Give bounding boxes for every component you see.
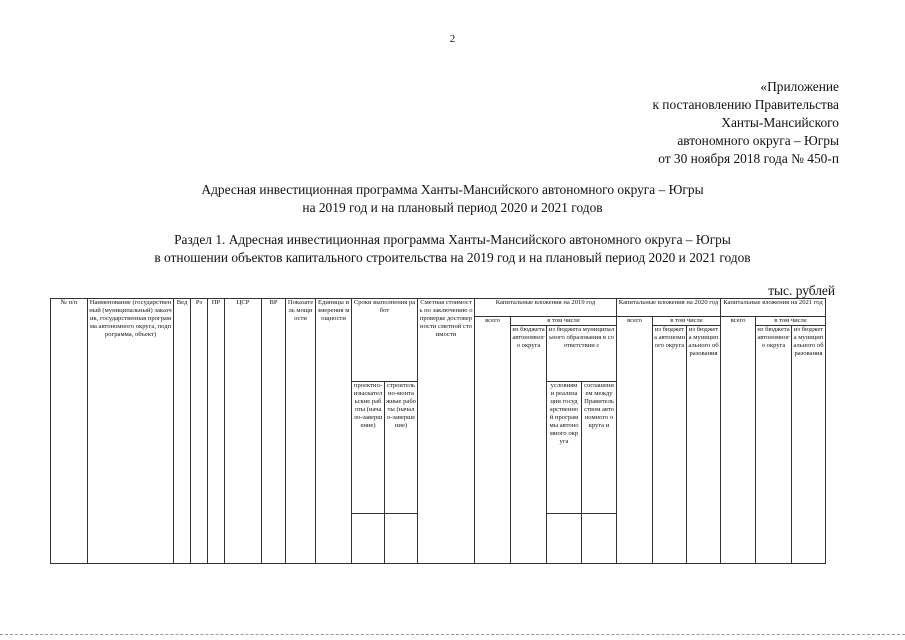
agreement-empty [582, 514, 617, 564]
appendix-header [652, 78, 839, 168]
header-num: № п/п [51, 299, 88, 564]
page-bottom-edge [0, 634, 905, 635]
header-2019-budget-mun: из бюджета муниципального образования в соответствии с [547, 326, 617, 382]
header-terms: Сроки выполнения работ [352, 299, 418, 382]
page-number: 2 [449, 33, 456, 45]
header-cap-2021: Капитальные вложения на 2021 год [721, 299, 826, 317]
header-2020-budget-mun: из бюджета муниципального образования [687, 326, 721, 564]
cond-empty [547, 514, 582, 564]
header-unit: Единицы измерения мощности [316, 299, 352, 564]
header-2021-budget-ao: из бюджета автономного округа [756, 326, 792, 564]
header-name: Наименование (государственный (муниципальный) заказчик, государственная программа автономного округа, подпрограмма, объект) [88, 299, 174, 564]
section-title [0, 231, 905, 267]
appendix-line-4: автономного округа – Югры [677, 133, 839, 148]
terms-build-empty [385, 514, 418, 564]
document-title [0, 181, 905, 217]
header-cap-2020: Капитальные вложения на 2020 год [617, 299, 721, 317]
header-2019-total: всего [475, 317, 511, 564]
header-2021-budget-mun: из бюджета муниципального образования [792, 326, 826, 564]
header-cost: Сметная стоимость по заключению о проверке достоверности сметной стоимости [418, 299, 475, 564]
header-ved: Вед [174, 299, 191, 564]
appendix-line-5: от 30 ноября 2018 года № 450-п [658, 151, 839, 166]
appendix-line-1: «Приложение [760, 79, 839, 94]
header-2019-agreement: соглашением между Правительством автономного округа и [582, 382, 617, 514]
header-2021-incl: в том числе [756, 317, 826, 326]
header-rz: Рз [191, 299, 208, 564]
units-label: тыс. рублей [768, 283, 835, 298]
header-2020-incl: в том числе [653, 317, 721, 326]
header-vr: ВР [262, 299, 286, 564]
header-pr: ПР [208, 299, 225, 564]
header-2020-budget-ao: из бюджета автономного округа [653, 326, 687, 564]
appendix-line-2: к постановлению Правительства [652, 97, 839, 112]
header-2021-total: всего [721, 317, 756, 564]
header-2020-total: всего [617, 317, 653, 564]
header-2019-budget-ao: из бюджета автономного округа [511, 326, 547, 564]
appendix-line-3: Ханты-Мансийского [721, 115, 839, 130]
header-terms-design: проектно-изыскательские работы (начало-завершение) [352, 382, 385, 514]
title-line-1: Адресная инвестиционная программа Ханты-Мансийского автономного округа – Югры [201, 182, 704, 197]
title-line-2: на 2019 год и на плановый период 2020 и 2021 годов [302, 200, 603, 215]
header-power: Показатель мощности [286, 299, 316, 564]
terms-design-empty [352, 514, 385, 564]
section-line-1: Раздел 1. Адресная инвестиционная программа Ханты-Мансийского автономного округа – Югры [174, 232, 731, 247]
investment-table-header [50, 298, 861, 564]
header-2019-incl: в том числе [511, 317, 617, 326]
section-line-2: в отношении объектов капитального строительства на 2019 год и на плановый период 2020 и 2021 годов [154, 250, 751, 265]
header-terms-build: строительно-монтажные работы (начало-завершение) [385, 382, 418, 514]
header-cap-2019: Капитальные вложения на 2019 год [475, 299, 617, 317]
header-csr: ЦСР [225, 299, 262, 564]
header-2019-cond-realization: условиями реализации государственной программы автономного округа [547, 382, 582, 514]
